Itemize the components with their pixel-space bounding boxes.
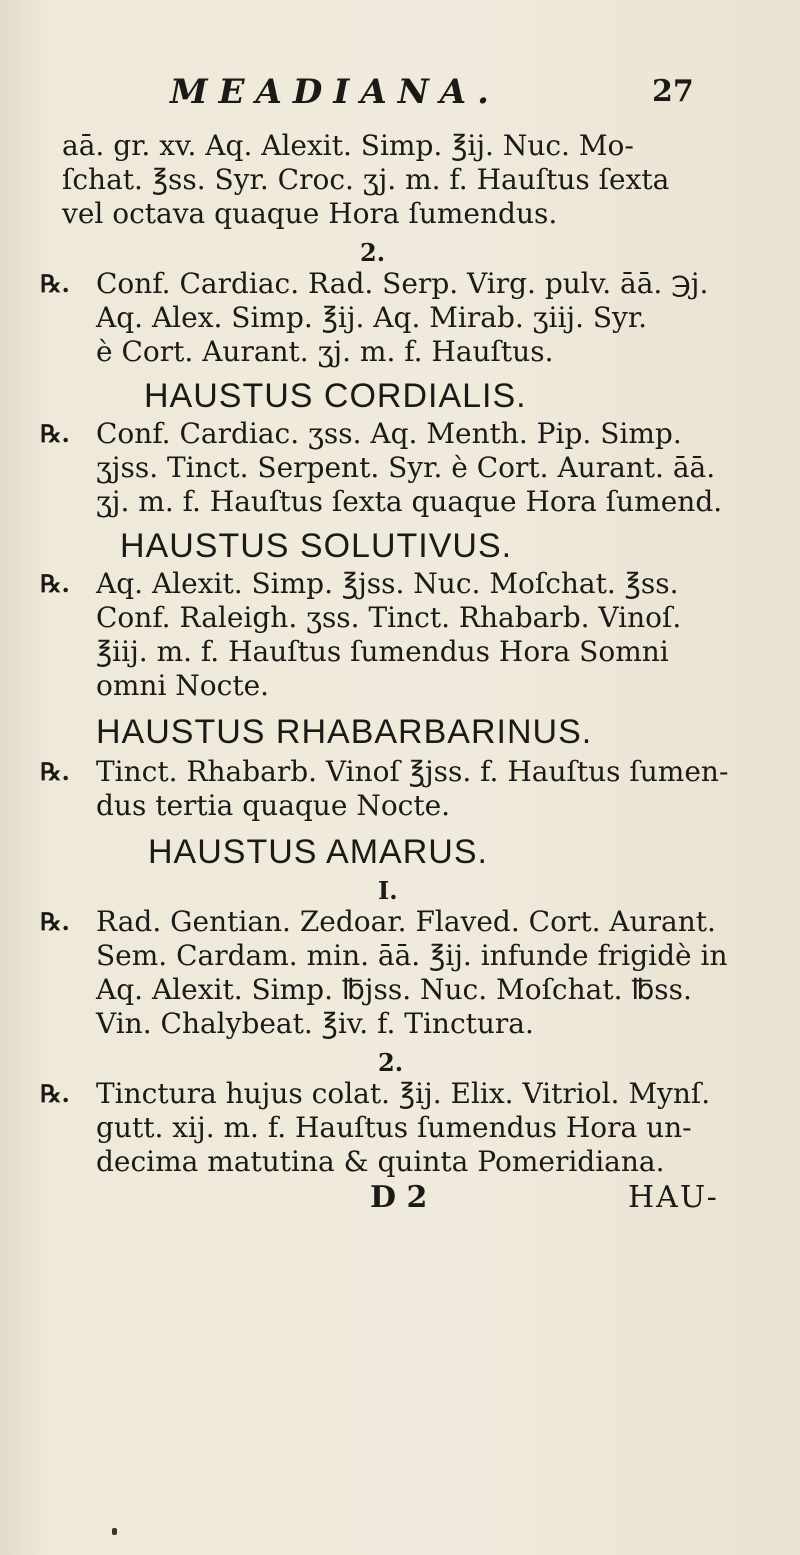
text-line: aā. gr. xv. Aq. Alexit. Simp. ℥ij. Nuc. Mo- <box>62 129 634 162</box>
recipe-symbol: ℞. <box>40 419 70 448</box>
page-footer <box>0 1180 800 1220</box>
text-line: dus tertia quaque Nocte. <box>96 789 451 822</box>
recipe-number: I. <box>378 876 398 905</box>
text-line: Aq. Alexit. Simp. ℔jss. Nuc. Moſchat. ℔ss. <box>96 973 692 1006</box>
text-line: Conf. Cardiac. Rad. Serp. Virg. pulv. āā. ℈j. <box>96 267 709 300</box>
ink-speck-icon <box>112 1528 117 1535</box>
recipe-number: 2. <box>360 238 386 267</box>
section-heading: HAUSTUS AMARUS. <box>148 833 488 871</box>
text-line: Aq. Alex. Simp. ℥ij. Aq. Mirab. ʒiij. Syr. <box>96 301 648 334</box>
text-line: Conf. Cardiac. ʒss. Aq. Menth. Pip. Simp. <box>96 417 682 450</box>
text-line: Vin. Chalybeat. ℥iv. f. Tinctura. <box>96 1007 534 1040</box>
section-heading: HAUSTUS SOLUTIVUS. <box>120 527 513 565</box>
recipe-symbol: ℞. <box>40 1079 70 1108</box>
text-line: ʒjss. Tinct. Serpent. Syr. è Cort. Aurant. āā. <box>96 451 716 484</box>
text-line: ʒj. m. f. Hauſtus ſexta quaque Hora ſumend. <box>96 485 723 518</box>
text-line: Rad. Gentian. Zedoar. Flaved. Cort. Aurant. <box>96 905 716 938</box>
catchword: HAU- <box>628 1180 719 1215</box>
text-line: Sem. Cardam. min. āā. ℥ij. infunde frigidè in <box>96 939 728 972</box>
recipe-symbol: ℞. <box>40 907 70 936</box>
recipe-symbol: ℞. <box>40 269 70 298</box>
recipe-number: 2. <box>378 1048 404 1077</box>
text-line: Conf. Raleigh. ʒss. Tinct. Rhabarb. Vinoſ. <box>96 601 682 634</box>
running-title: MEADIANA. <box>170 72 500 112</box>
text-line: Aq. Alexit. Simp. ℥jss. Nuc. Moſchat. ℥ss. <box>96 567 679 600</box>
text-line: ſchat. ℥ss. Syr. Croc. ʒj. m. f. Hauſtus ſexta <box>62 163 670 196</box>
text-line: omni Nocte. <box>96 669 270 702</box>
text-line: vel octava quaque Hora ſumendus. <box>62 197 558 230</box>
section-heading: HAUSTUS RHABARBARINUS. <box>96 713 593 751</box>
text-line: è Cort. Aurant. ʒj. m. f. Hauſtus. <box>96 335 554 368</box>
text-line: ℥iij. m. f. Hauſtus ſumendus Hora Somni <box>96 635 669 668</box>
signature-mark: D 2 <box>370 1180 428 1215</box>
text-line: Tinctura hujus colat. ℥ij. Elix. Vitriol. Mynſ. <box>96 1077 711 1110</box>
text-line: gutt. xij. m. f. Hauſtus ſumendus Hora un- <box>96 1111 692 1144</box>
section-heading: HAUSTUS CORDIALIS. <box>144 377 527 415</box>
text-line: Tinct. Rhabarb. Vinoſ ℥jss. f. Hauſtus ſumen- <box>96 755 729 788</box>
recipe-symbol: ℞. <box>40 569 70 598</box>
recipe-symbol: ℞. <box>40 757 70 786</box>
text-line: decima matutina & quinta Pomeridiana. <box>96 1145 665 1178</box>
page-number: 27 <box>652 74 694 109</box>
